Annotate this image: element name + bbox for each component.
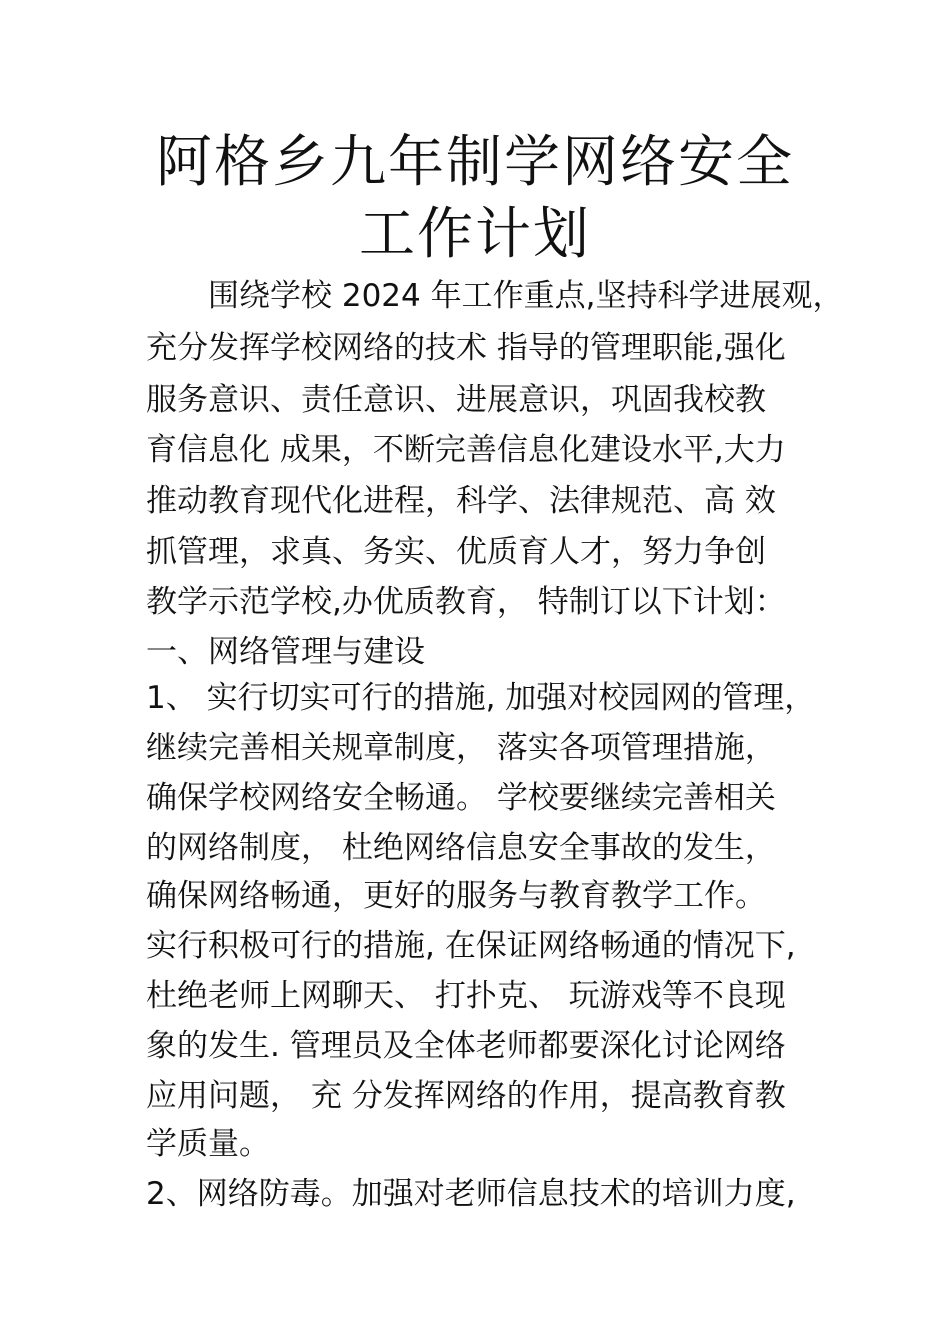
body-text-line: 继续完善相关规章制度， 落实各项管理措施， <box>146 730 776 766</box>
body-text-line: 的网络制度， 杜绝网络信息安全事故的发生， <box>146 830 776 866</box>
body-text-line: 应用问题， 充 分发挥网络的作用，提高教育教 <box>146 1078 786 1114</box>
document-title-line-1: 阿格乡九年制学网络安全 <box>156 130 794 195</box>
document-title-line-2: 工作计划 <box>359 202 591 267</box>
body-text-line: 杜绝老师上网聊天、 打扑克、 玩游戏等不良现 <box>146 978 786 1014</box>
body-text-line: 象的发生. 管理员及全体老师都要深化讨论网络 <box>146 1028 786 1064</box>
body-text-line: 确保学校网络安全畅通。 学校要继续完善相关 <box>146 780 776 816</box>
body-text-line: 教学示范学校,办优质教育， 特制订以下计划： <box>146 584 786 620</box>
section-heading: 一、网络管理与建设 <box>146 634 425 670</box>
body-text-line: 2、网络防毒。加强对老师信息技术的培训力度, <box>146 1176 796 1212</box>
body-text-line: 实行积极可行的措施, 在保证网络畅通的情况下, <box>146 928 796 964</box>
body-text-line: 服务意识、责任意识、进展意识，巩固我校教 <box>146 382 766 418</box>
body-text-line: 抓管理，求真、务实、优质育人才，努力争创 <box>146 534 766 570</box>
body-text-line: 学质量。 <box>146 1126 270 1162</box>
body-text-line: 育信息化 成果，不断完善信息化建设水平,大力 <box>146 432 786 468</box>
body-text-line: 推动教育现代化进程，科学、法律规范、高 效 <box>146 483 776 519</box>
body-text-line: 充分发挥学校网络的技术 指导的管理职能,强化 <box>146 330 786 366</box>
body-text-line: 确保网络畅通，更好的服务与教育教学工作。 <box>146 878 766 914</box>
body-text-line: 1、 实行切实可行的措施, 加强对校园网的管理， <box>146 680 816 716</box>
body-text-line: 围绕学校 2024 年工作重点,坚持科学进展观， <box>146 278 844 314</box>
